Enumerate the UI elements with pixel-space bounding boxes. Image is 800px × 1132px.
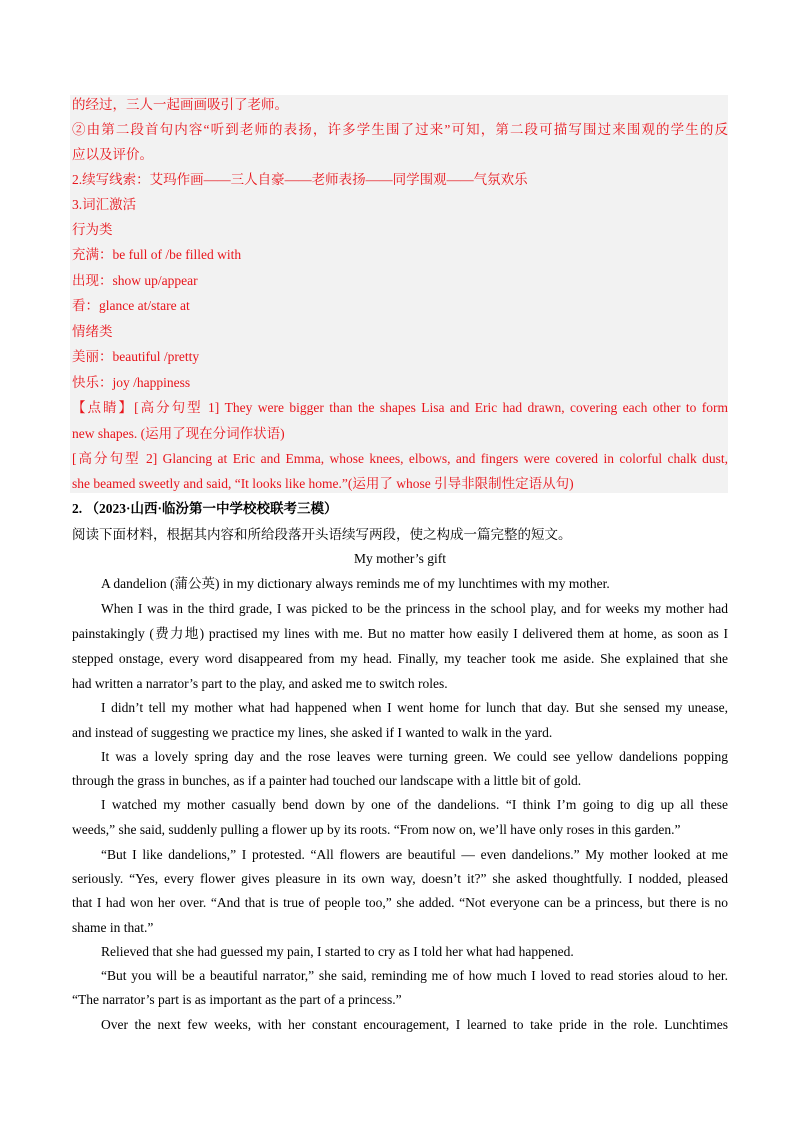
continuation-clues: 2.续写线索：艾玛作画——三人自豪——老师表扬——同学围观——气氛欢乐 (72, 172, 528, 187)
vocab-category: 情绪类 (72, 324, 113, 339)
vocab-item: 充满：be full of /be filled with (72, 247, 242, 262)
passage-line: Relieved that she had guessed my pain, I started to cry as I told her what had happened. (101, 944, 574, 959)
passage-line: through the grass in bunches, as if a painter had touched our landscape with a little bit of gold. (72, 773, 582, 788)
vocab-item: 美丽：beautiful /pretty (72, 349, 200, 364)
passage-line: “The narrator’s part is as important as the part of a princess.” (72, 992, 402, 1007)
passage-line: A dandelion (蒲公英) in my dictionary always reminds me of my lunchtimes with my mother. (101, 576, 610, 591)
vocab-item: 出现：show up/appear (72, 273, 198, 288)
passage-line: “But you will be a beautiful narrator,” she said, reminding me of how much I loved to read stories aloud to her. (101, 968, 728, 983)
vocabulary-heading: 3.词汇激活 (72, 197, 137, 212)
high-score-sentence: she beamed sweetly and said, “It looks like home.”(运用了 whose 引导非限制性定语从句) (72, 476, 574, 491)
answer-line: ②由第二段首句内容“听到老师的表扬，许多学生围了过来”可知，第二段可描写围过来围观的学生的反 (72, 122, 728, 137)
passage-line: I watched my mother casually bend down by one of the dandelions. “I think I’m going to dig up all these (101, 797, 728, 812)
question-header: 2. （2023·山西·临汾第一中学校校联考三模） (72, 501, 338, 516)
answer-line: 应以及评价。 (72, 147, 153, 162)
high-score-sentence: new shapes. (运用了现在分词作状语) (72, 426, 285, 441)
passage-line: “But I like dandelions,” I protested. “All flowers are beautiful — even dandelions.” My mother looked at me (101, 847, 728, 862)
vocab-item: 看：glance at/stare at (72, 298, 190, 313)
passage-line: weeds,” she said, suddenly pulling a flower up by its roots. “From now on, we’ll have only roses in this garden.” (72, 822, 681, 837)
passage-line: When I was in the third grade, I was picked to be the princess in the school play, and for weeks my mother had (101, 601, 728, 616)
passage-line: and instead of suggesting we practice my lines, she asked if I wanted to walk in the yard. (72, 725, 553, 740)
passage-line: I didn’t tell my mother what had happened when I went home for lunch that day. But she sensed my unease, (101, 700, 728, 715)
high-score-sentence: [高分句型 2] Glancing at Eric and Emma, whose knees, elbows, and fingers were covered in colorful chalk dust, (72, 451, 728, 466)
passage-line: It was a lovely spring day and the rose leaves were turning green. We could see yellow dandelions popping (101, 749, 728, 764)
question-instruction: 阅读下面材料，根据其内容和所给段落开头语续写两段，使之构成一篇完整的短文。 (72, 527, 572, 542)
passage-line: that I had won her over. “And that is true of people too,” she added. “Not everyone can be a princess, but there is no (72, 895, 728, 910)
passage-line: seriously. “Yes, every flower gives pleasure in its own way, doesn’t it?” she asked thoughtfully. I nodded, pleased (72, 871, 728, 886)
passage-line: had written a narrator’s part to the play, and asked me to switch roles. (72, 676, 448, 691)
passage-line: shame in that.” (72, 920, 154, 935)
vocab-category: 行为类 (72, 222, 113, 237)
high-score-sentence: 【点睛】[高分句型 1] They were bigger than the shapes Lisa and Eric had drawn, covering each other to form (72, 400, 728, 415)
vocab-item: 快乐：joy /happiness (72, 375, 191, 390)
passage-line: Over the next few weeks, with her constant encouragement, I learned to take pride in the role. Lunchtimes (101, 1017, 728, 1032)
passage-title: My mother’s gift (354, 551, 446, 566)
passage-line: painstakingly (费力地) practised my lines with me. But no matter how easily I delivered them at home, as soon as I (72, 626, 728, 641)
answer-line: 的经过，三人一起画画吸引了老师。 (72, 97, 288, 112)
passage-line: stepped onstage, every word disappeared from my head. Finally, my teacher took me aside. She explained that she (72, 651, 728, 666)
